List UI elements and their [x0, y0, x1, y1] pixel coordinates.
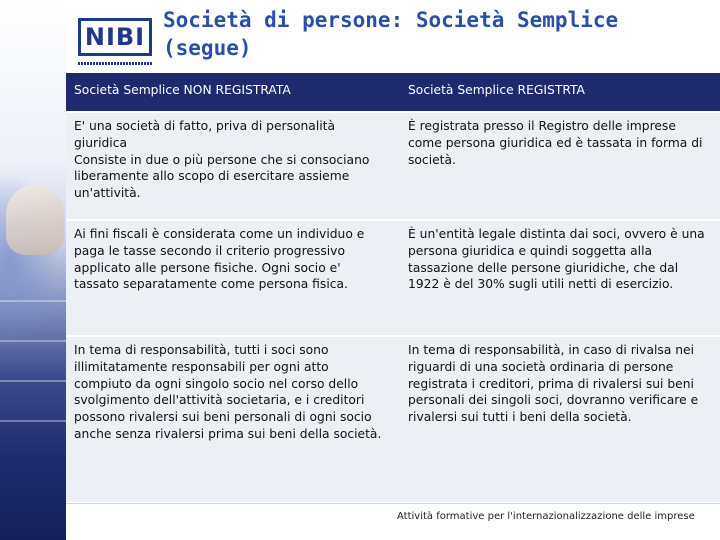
side-stripe: [0, 380, 66, 382]
cell-text: Ai fini fiscali è considerata come un individuo e paga le tasse secondo il criterio progressivo applicato alle persone fisiche. Ogni socio e' tassato separatamente come persona fisica.: [74, 227, 365, 292]
logo-subtitle-line: [78, 62, 152, 65]
cell-text: In tema di responsabilità, in caso di rivalsa nei riguardi di una società ordinaria di persone registrata i creditori, prima di rivalersi sui beni personali dei singoli soci, dovranno verificare e rivalersi sui tutti i beni della società.: [408, 343, 699, 425]
slide-title: Società di persone: Società Semplice (segue): [163, 8, 619, 60]
side-stripe: [0, 420, 66, 422]
table-cell: [66, 112, 396, 220]
cell-text: È un'entità legale distinta dai soci, ovvero è una persona giuridica e quindi soggetta alla tassazione delle persone giuridiche, che dal 1922 è del 30% sugli utili netti di esercizio.: [408, 227, 705, 292]
header-cell-registrata: Società Semplice REGISTRTA: [396, 73, 720, 112]
table-header-row: [66, 73, 720, 112]
table-cell: [66, 220, 396, 336]
comparison-table: [66, 73, 720, 502]
hand-image: [6, 185, 64, 255]
cell-text: E' una società di fatto, priva di personalità giuridica Consiste in due o più persone che si consociano liberamente allo scopo di esercitare assieme un'attività.: [74, 119, 370, 201]
logo-text: NIBI: [84, 23, 146, 51]
table-cell: [396, 220, 720, 336]
table-cell: [66, 336, 396, 502]
header-cell-non-registrata: Società Semplice NON REGISTRATA: [66, 73, 396, 112]
table-row: [66, 336, 720, 502]
nibi-logo: [78, 18, 152, 60]
logo-box: [78, 18, 152, 56]
side-stripe: [0, 300, 66, 302]
footer-text: Attività formative per l'internazionalizzazione delle imprese: [397, 511, 695, 522]
side-stripe: [0, 340, 66, 342]
table-row: [66, 112, 720, 220]
side-decorative-image: [0, 0, 66, 540]
table-cell: [396, 336, 720, 502]
cell-text: In tema di responsabilità, tutti i soci sono illimitatamente responsabili per ogni atto compiuto da ogni singolo socio nel corso dello svolgimento dell'attività societaria, e i creditori possono rivalersi sui beni personali di ogni socio anche senza rivalersi prima sui beni della società.: [74, 343, 382, 441]
cell-text: È registrata presso il Registro delle imprese come persona giuridica ed è tassata in forma di società.: [408, 119, 703, 167]
table-row: [66, 220, 720, 336]
footer-divider: [66, 503, 720, 504]
table-cell: [396, 112, 720, 220]
